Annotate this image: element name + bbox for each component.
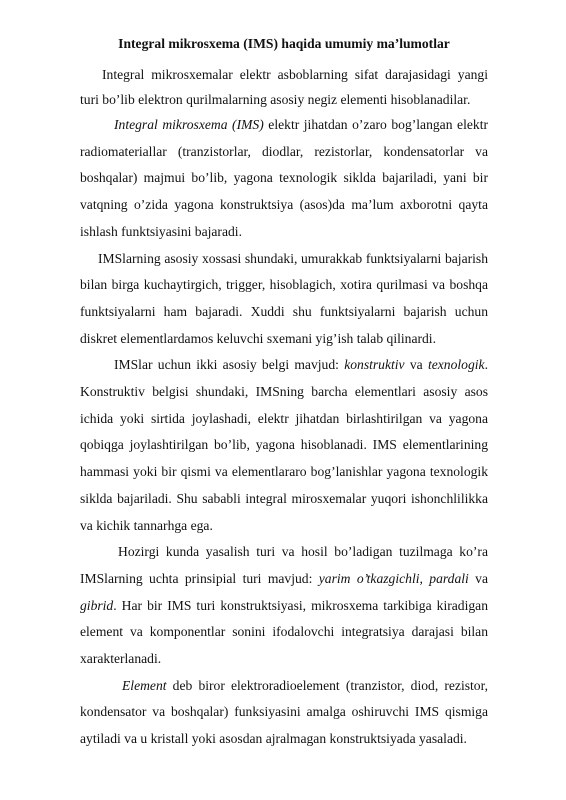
paragraph	[80, 112, 488, 246]
paragraph	[80, 539, 488, 673]
text-run: Hozirgi kunda yasalish turi va hosil bo’ladigan tuzilmaga ko’ra IMSlarning uchta prinsipial turi mavjud:	[80, 544, 488, 586]
document-page	[80, 34, 488, 753]
italic-text: texnologik	[427, 357, 485, 373]
text-run: . Har bir IMS turi konstruktsiyasi, mikrosxema tarkibiga kiradigan element va komponentlar sonini ifodalovchi integratsiya darajasi bilan xarakterlanadi.	[80, 597, 488, 667]
italic-text: Integral mikrosxema (IMS)	[114, 117, 264, 132]
italic-text: yarim o’tkazgichli, pardali	[318, 570, 469, 586]
italic-text: konstruktiv	[344, 357, 405, 373]
document-title: Integral mikrosxema (IMS) haqida umumiy ma’lumotlar	[118, 36, 450, 51]
text-run: IMSlar uchun ikki asosiy belgi mavjud:	[114, 357, 345, 373]
text-run: Integral mikrosxemalar elektr asboblarning sifat darajasidagi yangi turi bo’lib elektron qurilmalarning asosiy negiz elementi hisoblanadilar.	[80, 67, 488, 107]
text-run: va	[468, 570, 489, 586]
document-body	[80, 62, 488, 753]
italic-text: Element	[122, 677, 167, 693]
paragraph	[80, 246, 488, 353]
text-run: deb biror elektroradioelement (tranzistor, diod, rezistor, kondensator va boshqalar) funksiyasini amalga oshiruvchi IMS qismiga aytiladi va u kristall yoki asosdan ajralmagan konstruktsiyada yasaladi.	[80, 677, 488, 747]
paragraph	[80, 673, 488, 753]
paragraph	[80, 62, 488, 112]
paragraph	[80, 352, 488, 539]
text-run: va	[404, 357, 428, 373]
text-run: elektr jihatdan o’zaro bog’langan elektr radiomateriallar (tranzistorlar, diodlar, rezistorlar, kondensatorlar va boshqalar) majmui bo’lib, yagona texnologik siklda bajariladi, yani bir vatqning o’zida yagona konstruktsiya (asos)da ma’lum axborotni qayta ishlash funktsiyasini bajaradi.	[80, 117, 488, 239]
text-run: IMSlarning asosiy xossasi shundaki, umurakkab funktsiyalarni bajarish bilan birga kuchaytirgich, trigger, hisoblagich, xotira qurilmasi va boshqa funktsiyalarni ham bajaradi. Xuddi shu funktsiyalarni bajarish uchun diskret elementlardamos keluvchi sxemani yig’ish talab qilinardi.	[80, 250, 488, 346]
italic-text: gibrid	[80, 597, 114, 613]
text-run: . Konstruktiv belgisi shundaki, IMSning barcha elementlari asosiy asos ichida yoki sirtida joylashadi, elektr jihatdan birlashtirilgan va yagona qobiqga joylashtirilgan bo’lib, yagona hisoblanadi. IMS elementlarining hammasi yoki bir qismi va elementlararo bog’lanishlar yagona texnologik siklda bajariladi. Shu sababli integral mirosxemalar yuqori ishonchlilikka va kichik tannarhga ega.	[80, 357, 488, 533]
